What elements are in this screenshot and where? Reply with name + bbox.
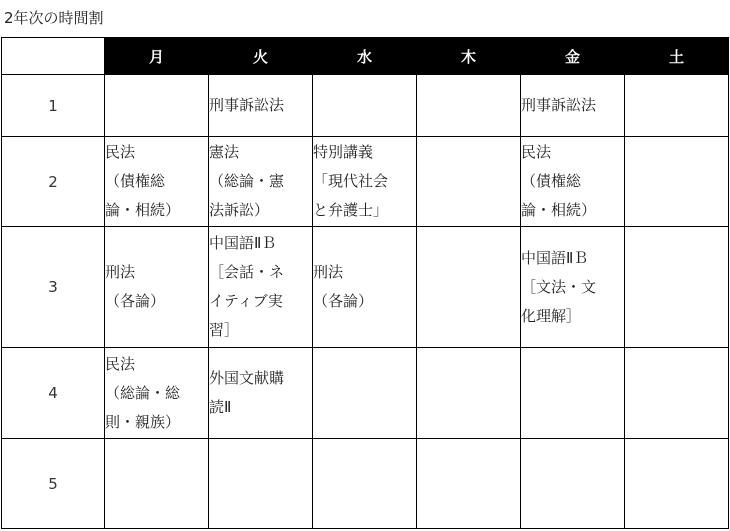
class-cell <box>313 75 417 137</box>
class-cell <box>417 227 521 348</box>
period-label: 5 <box>2 439 105 529</box>
class-cell <box>625 75 729 137</box>
period-row-3 <box>2 227 729 348</box>
period-label: 4 <box>2 348 105 439</box>
class-cell: 中国語ⅡＢ ［文法・文 化理解］ <box>521 227 625 348</box>
class-cell <box>417 439 521 529</box>
period-label: 1 <box>2 75 105 137</box>
class-cell: 外国文献購 読Ⅱ <box>209 348 313 439</box>
class-cell: 中国語ⅡＢ ［会話・ネ イティブ実 習］ <box>209 227 313 348</box>
class-cell <box>417 348 521 439</box>
day-header-mon: 月 <box>105 38 209 75</box>
period-row-2 <box>2 137 729 227</box>
class-cell <box>625 137 729 227</box>
class-cell <box>417 137 521 227</box>
class-cell <box>105 75 209 137</box>
period-row-1 <box>2 75 729 137</box>
class-cell <box>417 75 521 137</box>
day-header-sat: 土 <box>625 38 729 75</box>
class-cell: 刑事訴訟法 <box>521 75 625 137</box>
class-cell: 民法 （債権総 論・相続） <box>521 137 625 227</box>
period-label: 3 <box>2 227 105 348</box>
header-row <box>2 38 729 75</box>
class-cell <box>105 439 209 529</box>
class-cell <box>625 227 729 348</box>
class-cell <box>313 439 417 529</box>
class-cell: 刑事訴訟法 <box>209 75 313 137</box>
period-row-5 <box>2 439 729 529</box>
class-cell <box>313 348 417 439</box>
class-cell <box>625 439 729 529</box>
corner-cell <box>2 38 105 75</box>
class-cell: 刑法 （各論） <box>313 227 417 348</box>
class-cell <box>521 439 625 529</box>
timetable <box>1 37 729 529</box>
period-label: 2 <box>2 137 105 227</box>
page-title: 2年次の時間割 <box>4 9 104 27</box>
class-cell: 民法 （債権総 論・相続） <box>105 137 209 227</box>
class-cell: 民法 （総論・総 則・親族） <box>105 348 209 439</box>
class-cell <box>521 348 625 439</box>
day-header-tue: 火 <box>209 38 313 75</box>
class-cell: 憲法 （総論・憲 法訴訟） <box>209 137 313 227</box>
day-header-wed: 水 <box>313 38 417 75</box>
class-cell <box>625 348 729 439</box>
class-cell: 特別講義 「現代社会 と弁護士」 <box>313 137 417 227</box>
class-cell: 刑法 （各論） <box>105 227 209 348</box>
day-header-fri: 金 <box>521 38 625 75</box>
day-header-thu: 木 <box>417 38 521 75</box>
period-row-4 <box>2 348 729 439</box>
class-cell <box>209 439 313 529</box>
